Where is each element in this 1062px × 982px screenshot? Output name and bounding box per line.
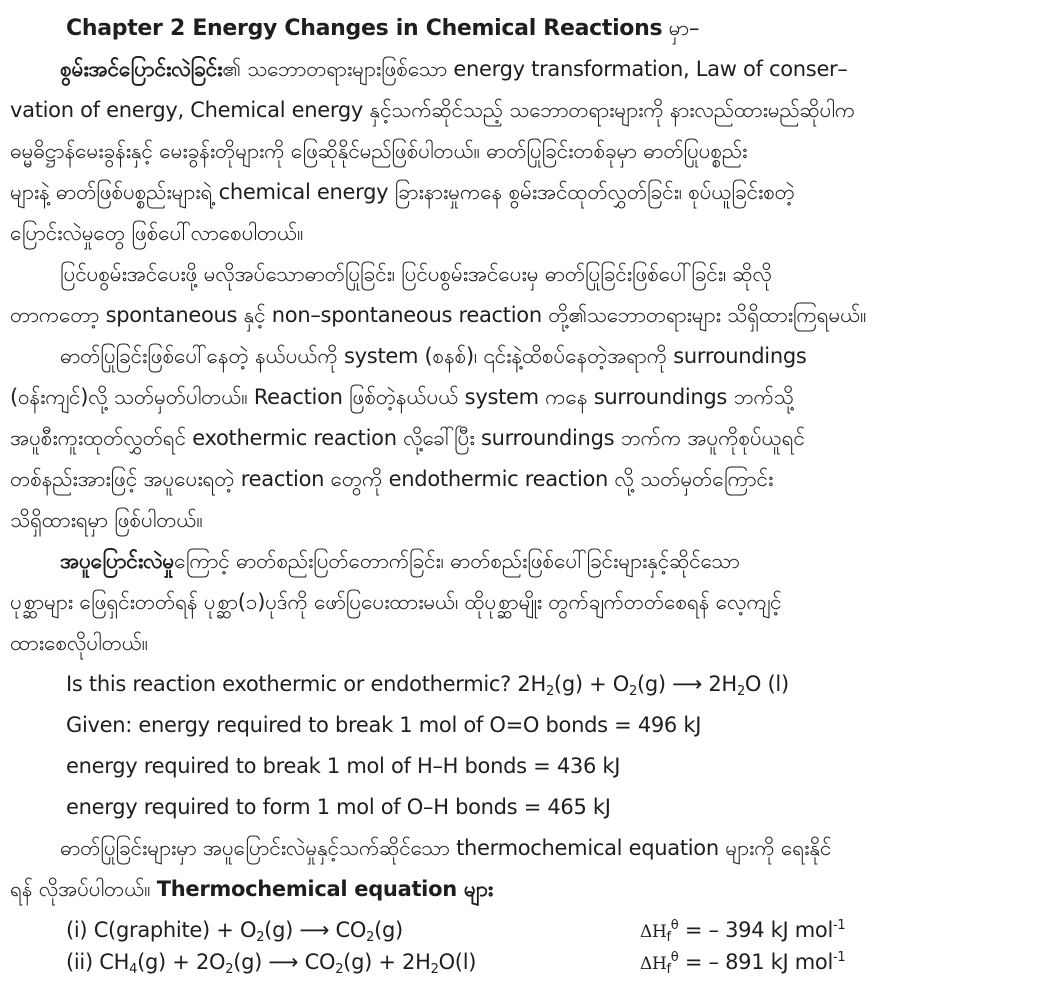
subscript: f — [666, 962, 671, 977]
subscript: 2 — [366, 930, 375, 945]
paragraph-3-line-4: တစ်နည်းအားဖြင့် အပူပေးရတဲ့ reaction တွေကို endothermic reaction လို့ သတ်မှတ်ကြောင်း — [10, 467, 774, 491]
paragraph-5-line-2 — [0, 869, 1052, 909]
delta-h-symbol: ΔH — [640, 954, 667, 974]
paragraph-1-line-3: ဓမ္မဓိဋ္ဌာန်မေးခွန်းနှင့် မေးခွန်းတိုများကို ဖြေဆိုနိုင်မည်ဖြစ်ပါတယ်။ ဓာတ်ပြုခြင်းတစ်ခုမှာ ဓာတ်ပြုပစ္စည်း — [10, 139, 748, 163]
chapter-title-suffix: မှာ– — [662, 16, 700, 40]
paragraph-2-line-2: တာကတော့ spontaneous နှင့် non–spontaneous reaction တို့၏သဘောတရားများ သိရှိထားကြရမယ်။ — [10, 303, 867, 327]
equation-1-label: (i) C(graphite) + O — [66, 918, 257, 942]
equation-2 — [0, 942, 1052, 982]
subscript: 2 — [545, 684, 554, 699]
paragraph-1-line-5: ပြောင်းလဲမှုတွေ ဖြစ်ပေါ်လာစေပါတယ်။ — [10, 221, 304, 245]
equation-part: (g) + 2O — [137, 950, 226, 974]
superscript: θ — [670, 918, 679, 933]
paragraph-1-line-2: vation of energy, Chemical energy နှင့်သက်ဆိုင်သည့် သဘောတရားများကို နားလည်ထားမည်ဆိုပါက — [10, 98, 856, 122]
chapter-heading — [0, 8, 1052, 48]
paragraph-4-text-1: ကြောင့် ဓာတ်စည်းပြတ်တောက်ခြင်း၊ ဓာတ်စည်းဖြစ်ပေါ်ခြင်းများနှင့်ဆိုင်သော — [174, 549, 740, 573]
paragraph-1-text-1: ၏ သဘောတရားများဖြစ်သော energy transformation, Law of conser– — [222, 57, 848, 81]
paragraph-2-line-1: ပြင်ပစွမ်းအင်ပေးဖို့ မလိုအပ်သောဓာတ်ပြုခြင်း၊ ပြင်ပစွမ်းအင်ပေးမှ ဓာတ်ပြုခြင်းဖြစ်ပေါ်ခြင်း၊ ဆိုလို — [60, 262, 772, 286]
enthalpy-value: = – 394 kJ mol — [678, 918, 834, 942]
equation-part: O (l) — [744, 672, 789, 696]
paragraph-3-line-1: ဓာတ်ပြုခြင်းဖြစ်ပေါ်နေတဲ့ နယ်ပယ်ကို system (စနစ်)၊ ၎င်းနဲ့ထိစပ်နေတဲ့အရာကို surroundings — [60, 344, 807, 368]
paragraph-1-lead: စွမ်းအင်ပြောင်းလဲခြင်း — [60, 57, 223, 81]
given-line-1: Given: energy required to break 1 mol of O=O bonds = 496 kJ — [66, 713, 702, 737]
superscript: θ — [670, 950, 679, 965]
equation-part: (g) ⟶ 2H — [637, 672, 737, 696]
subscript: 2 — [430, 962, 439, 977]
superscript: -1 — [833, 950, 846, 965]
equation-part: (g) — [374, 918, 403, 942]
paragraph-1-line-1 — [0, 49, 1052, 89]
subscript: 2 — [335, 962, 344, 977]
paragraph-5-line-1: ဓာတ်ပြုခြင်းများမှာ အပူပြောင်းလဲမှုနှင့်သက်ဆိုင်သော thermochemical equation များကို ရေးနိုင် — [60, 836, 832, 860]
subscript: 2 — [256, 930, 265, 945]
subscript: 2 — [736, 684, 745, 699]
delta-h-symbol: ΔH — [640, 922, 667, 942]
paragraph-3-line-2: (ဝန်းကျင်)လို့ သတ်မှတ်ပါတယ်။ Reaction ဖြစ်တဲ့နယ်ပယ် system ကနေ surroundings ဘက်သို့ — [10, 385, 794, 409]
paragraph-5-text: ရန် လိုအပ်ပါတယ်။ — [10, 877, 157, 901]
given-line-3: energy required to form 1 mol of O–H bonds = 465 kJ — [66, 795, 611, 819]
equation-part: O(l) — [438, 950, 477, 974]
enthalpy-value: = – 891 kJ mol — [678, 950, 834, 974]
paragraph-3-line-3: အပူစီးကူးထုတ်လွှတ်ရင် exothermic reaction လို့ခေါ်ပြီး surroundings ဘက်က အပူကိုစုပ်ယူရင် — [10, 426, 805, 450]
paragraph-4-line-2: ပုစ္ဆာများ ဖြေရှင်းတတ်ရန် ပုစ္ဆာ(၁)ပုဒ်ကို ဖော်ပြပေးထားမယ်၊ ထိုပုစ္ဆာမျိုး တွက်ချက်တတ်စေရန် လေ့ကျင့် — [10, 590, 782, 614]
paragraph-4-line-3: ထားစေလိုပါတယ်။ — [10, 631, 148, 655]
equation-2-enthalpy — [640, 942, 845, 982]
given-line-2: energy required to break 1 mol of H–H bonds = 436 kJ — [66, 754, 621, 778]
subscript: 2 — [225, 962, 234, 977]
equation-part: (g) + O — [553, 672, 630, 696]
chapter-title: Chapter 2 Energy Changes in Chemical Reactions — [66, 16, 663, 41]
subscript: f — [666, 930, 671, 945]
paragraph-4-line-1 — [0, 541, 1052, 581]
subscript: 4 — [129, 962, 138, 977]
paragraph-3-line-5: သိရှိထားရမှာ ဖြစ်ပါတယ်။ — [10, 508, 203, 532]
question-prompt — [0, 664, 1052, 704]
paragraph-4-lead: အပူပြောင်းလဲမှု — [60, 549, 175, 573]
question-text: Is this reaction exothermic or endothermic? 2H — [66, 672, 546, 696]
equation-part: (g) + 2H — [343, 950, 431, 974]
thermochemical-heading: Thermochemical equation များ — [156, 877, 493, 901]
paragraph-1-line-4: များနဲ့ ဓာတ်ဖြစ်ပစ္စည်းများရဲ့ chemical energy ခြားနားမှုကနေ စွမ်းအင်ထုတ်လွှတ်ခြင်း၊ စုပ်ယူခြင်းစတဲ့ — [10, 180, 795, 204]
equation-2-label: (ii) CH — [66, 950, 130, 974]
equation-part: (g) ⟶ CO — [264, 918, 367, 942]
superscript: -1 — [833, 918, 846, 933]
subscript: 2 — [629, 684, 637, 699]
equation-part: (g) ⟶ CO — [233, 950, 336, 974]
